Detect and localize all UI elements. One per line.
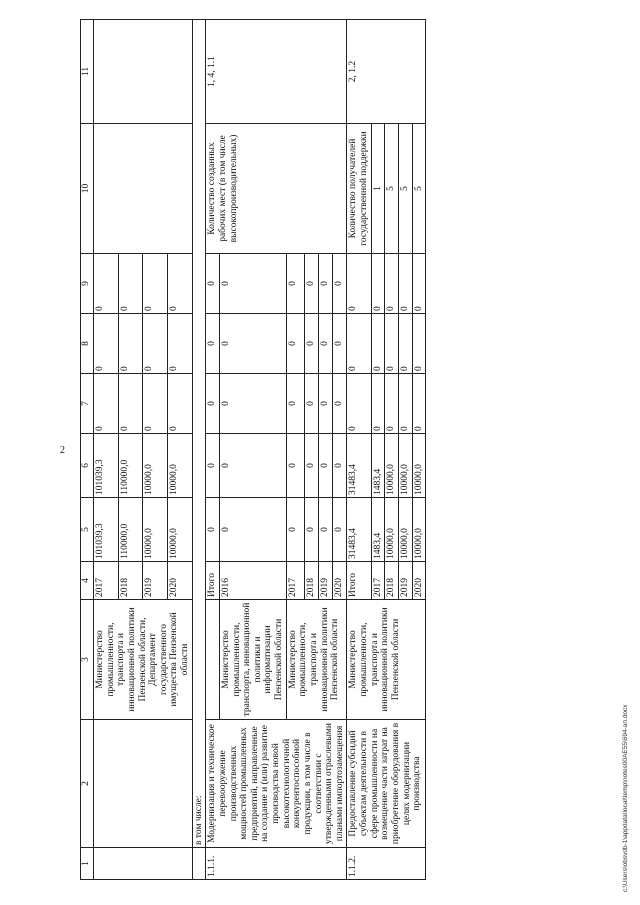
ref-cell: 1, 4, 1.1 (206, 20, 347, 124)
col-header-2: 2 (81, 720, 94, 848)
rotated-table-wrapper (80, 20, 620, 880)
indicator-value: 5 (385, 124, 399, 254)
year-cell: 2020 (167, 562, 192, 600)
page-number: 2 (60, 445, 65, 456)
footer-file-path: c:\Users\obsvdb-1\appdata\local\temp\notes00AE55\694-ап.docx (622, 704, 629, 892)
value-cell: 0 (305, 254, 319, 314)
value-cell: 0 (412, 314, 426, 374)
value-cell: 0 (305, 434, 319, 498)
ref-cell: 2, 1.2 (347, 20, 426, 124)
value-cell: 0 (319, 498, 333, 562)
col-header-9: 9 (81, 254, 94, 314)
value-cell: 10000,0 (412, 498, 426, 562)
value-cell: 101039,3 (94, 498, 119, 562)
col-header-11: 11 (81, 20, 94, 124)
header-row (81, 20, 94, 880)
cell-empty (94, 20, 193, 124)
value-cell: 0 (118, 374, 143, 434)
value-cell: 0 (286, 314, 305, 374)
value-cell: 0 (319, 374, 333, 434)
value-cell: 0 (305, 314, 319, 374)
value-cell: 10000,0 (385, 498, 399, 562)
col-header-3: 3 (81, 600, 94, 720)
table-row (192, 20, 206, 880)
value-cell: 0 (319, 314, 333, 374)
value-cell: 0 (206, 434, 220, 498)
year-cell: 2018 (305, 562, 319, 600)
value-cell: 10000,0 (398, 434, 412, 498)
value-cell: 0 (143, 314, 168, 374)
cell-empty (192, 848, 206, 880)
value-cell: 0 (219, 314, 286, 374)
value-cell: 0 (319, 434, 333, 498)
value-cell: 0 (412, 374, 426, 434)
value-cell: 10000,0 (412, 434, 426, 498)
value-cell: 0 (371, 374, 385, 434)
value-cell: 10000,0 (385, 434, 399, 498)
table-row (94, 20, 119, 880)
value-cell: 0 (206, 314, 220, 374)
value-cell: 0 (398, 314, 412, 374)
value-cell: 1483,4 (371, 498, 385, 562)
value-cell: 0 (206, 254, 220, 314)
value-cell: 0 (219, 434, 286, 498)
col-header-8: 8 (81, 314, 94, 374)
value-cell: 101039,3 (94, 434, 119, 498)
value-cell: 0 (143, 374, 168, 434)
value-cell: 10000,0 (398, 498, 412, 562)
year-cell: 2019 (398, 562, 412, 600)
row-number: 1.1.2. (347, 848, 426, 880)
value-cell: 0 (333, 254, 347, 314)
value-cell: 31483,4 (347, 434, 371, 498)
value-cell: 0 (398, 254, 412, 314)
value-cell: 10000,0 (167, 498, 192, 562)
value-cell: 10000,0 (167, 434, 192, 498)
col-header-6: 6 (81, 434, 94, 498)
indicator-cell: Количество созданных рабочих мест (в том числе высокопроизводительных) (206, 124, 347, 254)
value-cell: 0 (398, 374, 412, 434)
value-cell: 0 (347, 314, 371, 374)
col-header-10: 10 (81, 124, 94, 254)
cell-empty (94, 848, 193, 880)
value-cell: 0 (206, 498, 220, 562)
value-cell: 0 (286, 374, 305, 434)
year-cell: 2017 (371, 562, 385, 600)
table-row (347, 20, 371, 880)
col-header-7: 7 (81, 374, 94, 434)
value-cell: 0 (286, 434, 305, 498)
executor-cell: Министерство промышленности, транспорта и инновационной политики Пензенской области (286, 600, 347, 720)
value-cell: 0 (347, 254, 371, 314)
value-cell: 1483,4 (371, 434, 385, 498)
value-cell: 110000,0 (118, 498, 143, 562)
indicator-value: 5 (398, 124, 412, 254)
value-cell: 0 (118, 254, 143, 314)
value-cell: 0 (286, 498, 305, 562)
value-cell: 0 (167, 374, 192, 434)
indicator-value: 1 (371, 124, 385, 254)
value-cell: 0 (385, 254, 399, 314)
executor-cell: Министерство промышленности, транспорта и инновационной политики Пензенской области (347, 600, 426, 720)
value-cell: 0 (333, 314, 347, 374)
value-cell: 0 (305, 374, 319, 434)
year-cell: 2020 (333, 562, 347, 600)
cell-empty (94, 124, 193, 254)
year-cell: 2019 (319, 562, 333, 600)
year-cell: 2020 (412, 562, 426, 600)
value-cell: 0 (319, 254, 333, 314)
value-cell: 110000,0 (118, 434, 143, 498)
in-including-label: в том числе: (192, 20, 206, 848)
value-cell: 0 (385, 314, 399, 374)
value-cell: 0 (371, 314, 385, 374)
value-cell: 0 (333, 498, 347, 562)
value-cell: 0 (143, 254, 168, 314)
value-cell: 0 (347, 374, 371, 434)
value-cell: 0 (167, 314, 192, 374)
indicator-cell: Количество получателей государственной поддержки (347, 124, 371, 254)
value-cell: 0 (333, 434, 347, 498)
value-cell: 0 (94, 254, 119, 314)
row-number: 1.1.1. (206, 848, 347, 880)
value-cell: 0 (206, 374, 220, 434)
table-row (206, 20, 220, 880)
itogo-label: Итого (347, 562, 371, 600)
value-cell: 0 (118, 314, 143, 374)
value-cell: 31483,4 (347, 498, 371, 562)
value-cell: 0 (219, 374, 286, 434)
itogo-label: Итого (206, 562, 220, 600)
col-header-5: 5 (81, 498, 94, 562)
value-cell: 0 (371, 254, 385, 314)
program-table (80, 19, 426, 880)
value-cell: 0 (94, 314, 119, 374)
value-cell: 10000,0 (143, 498, 168, 562)
value-cell: 0 (333, 374, 347, 434)
year-cell: 2017 (94, 562, 119, 600)
value-cell: 0 (219, 254, 286, 314)
executor-cell: Министерство промышленности, транспорта и инновационной политики Пензенской области, Департамент государственного имущества Пензенской области (94, 600, 193, 720)
executor-cell: Министерство промышленности, транспорта, инновационной политики и информатизации Пензенской области (219, 600, 286, 720)
year-cell: 2018 (385, 562, 399, 600)
year-cell: 2019 (143, 562, 168, 600)
value-cell: 0 (94, 374, 119, 434)
year-cell: 2018 (118, 562, 143, 600)
col-header-1: 1 (81, 848, 94, 880)
value-cell: 0 (219, 498, 286, 562)
col-header-4: 4 (81, 562, 94, 600)
indicator-value: 5 (412, 124, 426, 254)
value-cell: 0 (286, 254, 305, 314)
value-cell: 0 (385, 374, 399, 434)
value-cell: 0 (305, 498, 319, 562)
value-cell: 0 (167, 254, 192, 314)
value-cell: 0 (412, 254, 426, 314)
activity-name: Предоставление субсидий субъектам деятельности в сфере промышленности на возмещение части затрат на приобретение оборудования в целях модернизации производства (347, 720, 426, 848)
year-cell: 2017 (286, 562, 305, 600)
cell-empty (94, 720, 193, 848)
value-cell: 10000,0 (143, 434, 168, 498)
cell-empty (206, 600, 220, 720)
year-cell: 2016 (219, 562, 286, 600)
activity-name: Модернизация и техническое перевооружение производственных мощностей промышленных предприятий, направленные на создание и (или) развитие производства новой высокотехнологичной конкурентоспособной продукции, в том числе в соответствии с утвержденными отраслевыми планами импортозамещения (206, 720, 347, 848)
